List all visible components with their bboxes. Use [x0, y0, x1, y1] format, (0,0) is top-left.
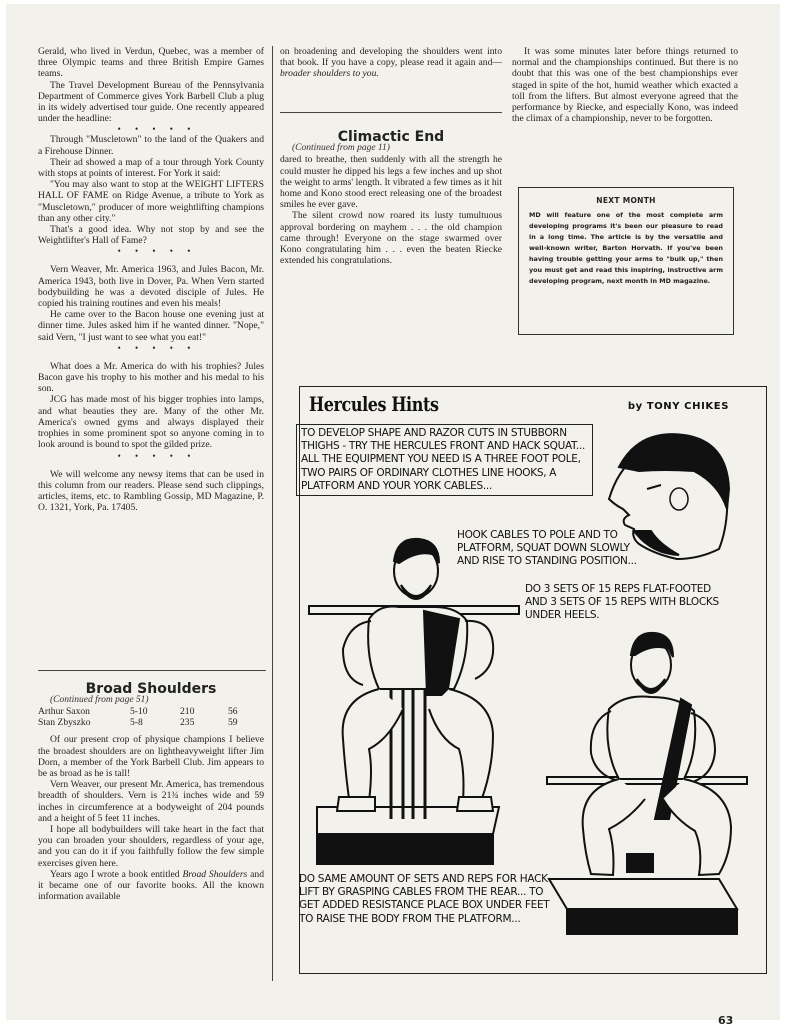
next-month-box — [518, 187, 734, 335]
paragraph: Vern Weaver, our present Mr. America, has tremendous breadth of shoulders. Vern is 21¾ inches wide and 59 inches in circumference at a bodyweight of 204 pounds and a height of 5 feet 11 inches. — [38, 779, 264, 824]
section-divider: • • • • • — [117, 124, 197, 135]
paragraph: Of our present crop of physique champions I believe the broadest shoulders are on lightheavyweight lifter Jim Dorn, a member of the York Barbell Club. Jim appears to be as broad as he is tall! — [38, 734, 264, 780]
table-row — [38, 717, 244, 728]
box-text: MD will feature one of the most complete arm developing programs it's been our pleasure to read in a long time. The article is by the versatile and well-known writer, Barton Horvath. If you've been having trouble getting your arms to "bulk up," then you must get and read this inspiring, instructive arm developing program, next month in MD magazine. — [529, 211, 723, 285]
paragraph: The silent crowd now roared its lusty tumultuous approval bordering on mayhem . . . the old champion came through! Everyone on the stage swarmed over Kono congratulating him . . . even the beaten Riecke extended his congratulations. — [280, 210, 502, 267]
paragraph: JCG has made most of his bigger trophies into lamps, and what beauties they are. Many of the other Mr. America's owned gyms and always displayed their trophies in some prominent spot so anyone coming in to look around is bound to spot the gilded prize. — [38, 394, 264, 451]
section-title: Climactic End — [337, 129, 445, 145]
girth-cell: 59 — [228, 717, 238, 729]
comic-caption-intro: TO DEVELOP SHAPE AND RAZOR CUTS IN STUBBORN THIGHS - TRY THE HERCULES FRONT AND HACK SQUAT... ALL THE EQUIPMENT YOU NEED IS A THREE FOOT POLE, TWO PAIRS OF ORDINARY CLOTHES LINE HOOKS, A PLATFORM AND YOUR YORK CABLES... — [296, 424, 593, 496]
paragraph: The Travel Development Bureau of the Pennsylvania Department of Commerce gives York Barbell Club a plug in its widely advertised tour guide. One recently appeared under the headline: — [38, 79, 264, 125]
middle-column — [280, 46, 502, 80]
paragraph: It was some minutes later before things returned to normal and the championships continued. But there is no doubt that this was one of the best championships ever staged in spite of the hot, humid weather which exacted a toll from the lifters. But almost everyone agreed that the performance by Riecke, and especially Kono, was indeed the climax of a championship, never to be forgotten. — [512, 46, 738, 125]
paragraph — [280, 46, 502, 80]
section-divider: • • • • • — [117, 450, 197, 461]
hack-squat-figure — [547, 633, 747, 934]
column-rule — [38, 670, 266, 671]
paragraph: He came over to the Bacon house one evening just at dinner time. Jules asked him if he wanted dinner. "Nope," said Vern, "I just want to see what you eat!" — [38, 309, 264, 343]
text-run: Years ago I wrote a book entitled — [50, 868, 183, 880]
stats-table — [38, 706, 244, 728]
magazine-page — [6, 4, 780, 1027]
paragraph: We will welcome any newsy items that can be used in this column from our readers. Please send such clippings, articles, items, etc. to Rambling Gossip, MD Magazine, P. O. 1321, York, Pa. 17405. — [38, 468, 264, 514]
hercules-hints-comic — [279, 349, 769, 977]
section-divider: • • • • • — [117, 246, 197, 257]
section-divider: • • • • • — [117, 342, 197, 353]
height-cell: 5-10 — [130, 706, 148, 718]
rambling-gossip-column — [38, 46, 264, 513]
paragraph: That's a good idea. Why not stop by and see the Weightlifter's Hall of Fame? — [38, 224, 264, 247]
broad-shoulders-column — [38, 681, 264, 903]
name-cell: Stan Zbyszko — [38, 717, 91, 729]
continued-note: (Continued from page 51) — [50, 695, 149, 706]
comic-byline: by TONY CHIKES — [627, 401, 729, 412]
comic-title: Hercules Hints — [309, 392, 439, 416]
girth-cell: 56 — [228, 706, 238, 718]
paragraph: dared to breathe, then suddenly with all the strength he could muster he dipped his legs a few inches and up shot the weight to arms' length. It vibrated a few times as it hit home and Kono stood erect releasing one of the broadest smiles he ever gave. — [280, 154, 502, 211]
name-cell: Arthur Saxon — [38, 706, 90, 718]
weight-cell: 210 — [180, 706, 195, 718]
paragraph: Gerald, who lived in Verdun, Quebec, was a member of three Olympic teams and three British Empire Games teams. — [38, 46, 264, 80]
text-run: and it became one of our favorite books. All the known information available — [38, 868, 264, 903]
right-column — [512, 46, 738, 124]
book-title: Broad Shoulders — [182, 868, 248, 880]
comic-caption-front-squat: HOOK CABLES TO POLE AND TO PLATFORM, SQUAT DOWN SLOWLY AND RISE TO STANDING POSITION... — [457, 529, 637, 568]
table-row — [38, 706, 244, 717]
text-run: on broadening and developing the shoulders went into that book. If you have a copy, please read it again and— — [280, 46, 502, 69]
paragraph — [38, 869, 264, 903]
comic-caption-hack-squat: DO SAME AMOUNT OF SETS AND REPS FOR HACK LIFT BY GRASPING CABLES FROM THE REAR... TO GET ADDED RESISTANCE PLACE BOX UNDER FEET TO RAISE THE BODY FROM THE PLATFORM... — [299, 873, 550, 925]
page-number: 63 — [718, 1014, 734, 1027]
column-rule — [280, 112, 502, 113]
paragraph: Through "Muscletown" to the land of the Quakers and a Firehouse Dinner. — [38, 134, 264, 157]
paragraph: "You may also want to stop at the WEIGHT LIFTERS HALL OF FAME on Ridge Avenue, a tribute to York as "Muscletown," producer of more weightlifting champions than any other city." — [38, 179, 264, 224]
height-cell: 5-8 — [130, 717, 143, 729]
comic-caption-sets: DO 3 SETS OF 15 REPS FLAT-FOOTED AND 3 SETS OF 15 REPS WITH BLOCKS UNDER HEELS. — [525, 583, 719, 622]
paragraph: I hope all bodybuilders will take heart in the fact that you can broaden your shoulders, regardless of your age, and you can do it if you faithfully follow the few simple exercises given here. — [38, 824, 264, 869]
box-title: NEXT MONTH — [596, 196, 656, 205]
section-title: Broad Shoulders — [85, 681, 217, 697]
weight-cell: 235 — [180, 717, 195, 729]
column-rule — [272, 46, 273, 981]
front-squat-figure — [309, 539, 519, 864]
text-run: broader shoulders to you. — [280, 68, 379, 80]
paragraph: Vern Weaver, Mr. America 1963, and Jules Bacon, Mr. America 1943, both live in Dover, Pa. When Vern started bodybuilding he was a devoted disciple of Jules. He copied his training routines and even his meals! — [38, 264, 264, 310]
climactic-end-column — [280, 129, 502, 267]
continued-note: (Continued from page 11) — [292, 143, 390, 154]
paragraph: Their ad showed a map of a tour through York County with stops at points of interest. For York it said: — [38, 156, 264, 180]
paragraph: What does a Mr. America do with his trophies? Jules Bacon gave his trophy to his mother and his medal to his son. — [38, 360, 264, 395]
